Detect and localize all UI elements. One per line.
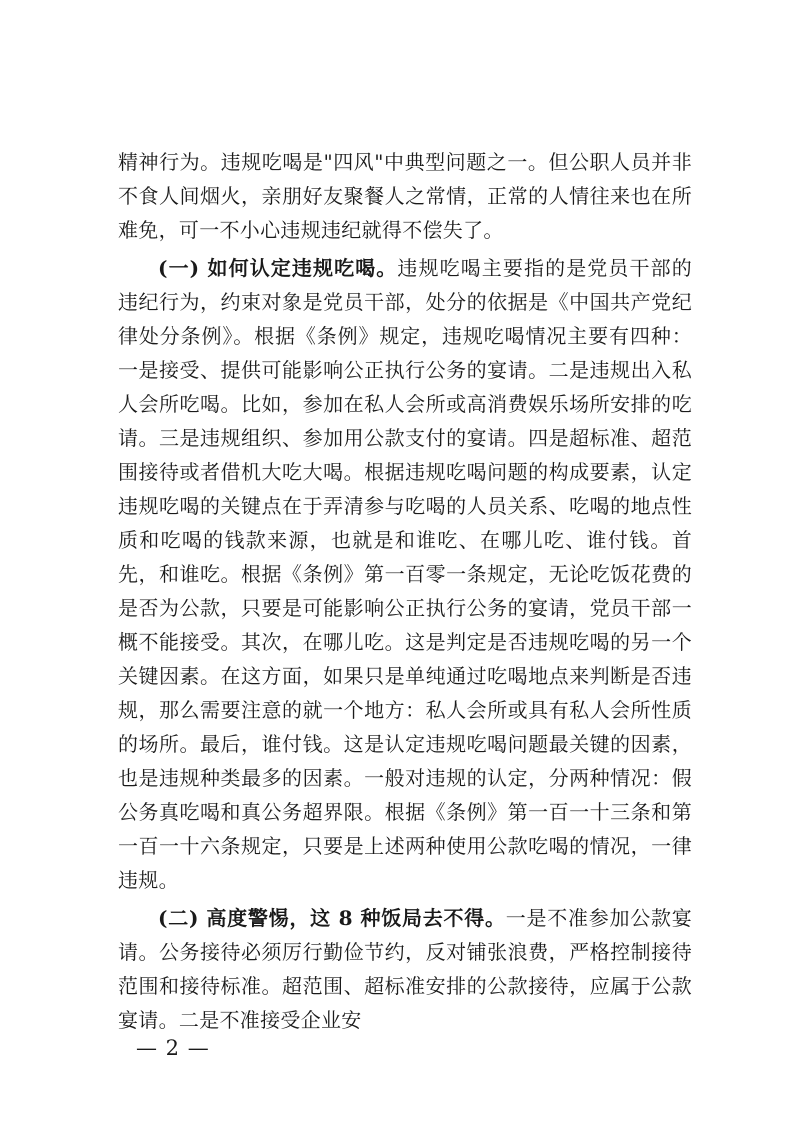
paragraph-section-2 [118, 901, 692, 1037]
section-heading-2: (二) 高度警惕，这 8 种饭局去不得。 [158, 906, 506, 930]
paragraph-continuation [118, 145, 692, 247]
paragraph-text: 一是不准参加公款宴请。公务接待必须厉行勤俭节约，反对铺张浪费，严格控制接待范围和接待标准。超范围、超标准安排的公款接待，应属于公款宴请。二是不准接受企业安 [118, 906, 693, 1032]
section-heading-1: (一) 如何认定违规吃喝。 [158, 256, 398, 280]
paragraph-section-1 [118, 251, 692, 897]
paragraph-text: 精神行为。违规吃喝是"四风"中典型问题之一。但公职人员并非不食人间烟火，亲朋好友聚餐人之常情，正常的人情往来也在所难免，可一不小心违规违纪就得不偿失了。 [118, 150, 692, 242]
page-number: — 2 — [136, 1036, 210, 1060]
body-text [118, 145, 692, 1041]
paragraph-text: 违规吃喝主要指的是党员干部的违纪行为，约束对象是党员干部，处分的依据是《中国共产党纪律处分条例》。根据《条例》规定，违规吃喝情况主要有四种：一是接受、提供可能影响公正执行公务的宴请。二是违规出入私人会所吃喝。比如，参加在私人会所或高消费娱乐场所安排的吃请。三是违规组织、参加用公款支付的宴请。四是超标准、超范围接待或者借机大吃大喝。根据违规吃喝问题的构成要素，认定违规吃喝的关键点在于弄清参与吃喝的人员关系、吃喝的地点性质和吃喝的钱款来源，也就是和谁吃、在哪儿吃、谁付钱。首先，和谁吃。根据《条例》第一百零一条规定，无论吃饭花费的是否为公款，只要是可能影响公正执行公务的宴请，党员干部一概不能接受。其次，在哪儿吃。这是判定是否违规吃喝的另一个关键因素。在这方面，如果只是单纯通过吃喝地点来判断是否违规，那么需要注意的就一个地方：私人会所或具有私人会所性质的场所。最后，谁付钱。这是认定违规吃喝问题最关键的因素，也是违规种类最多的因素。一般对违规的认定，分两种情况：假公务真吃喝和真公务超界限。根据《条例》第一百一十三条和第一百一十六条规定，只要是上述两种使用公款吃喝的情况，一律违规。 [118, 256, 692, 892]
